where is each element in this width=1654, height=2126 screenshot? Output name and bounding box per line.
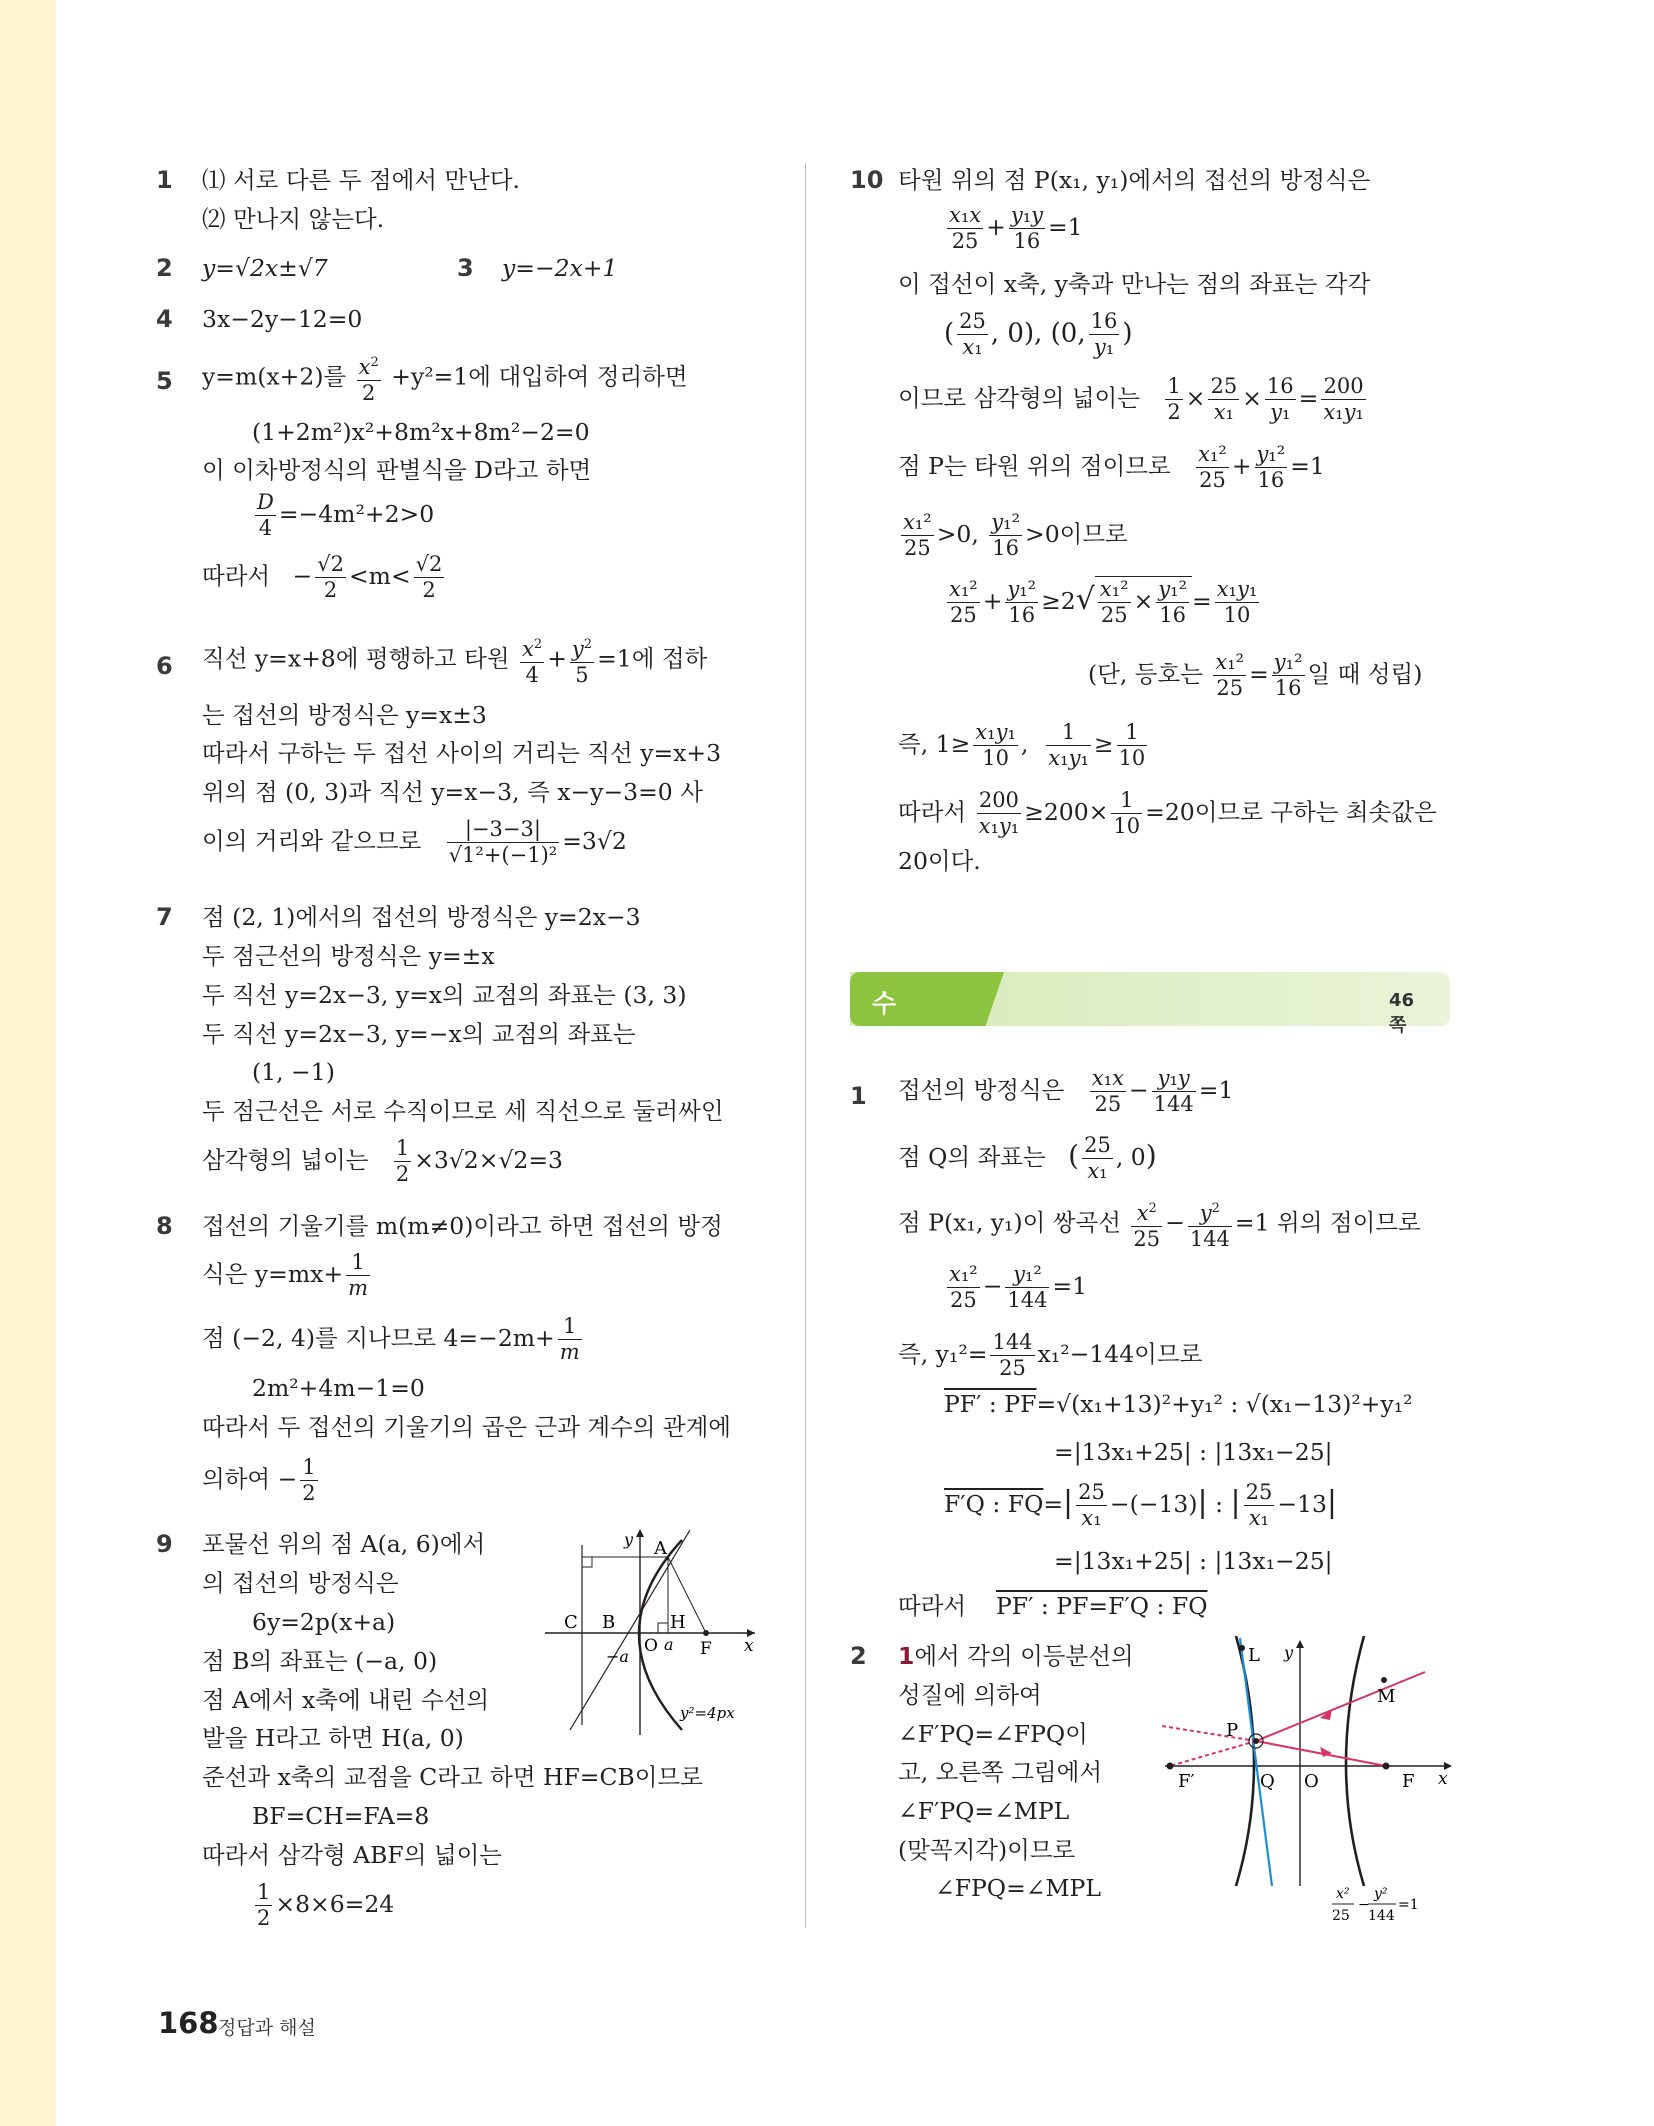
equation: 6y=2p(x+a) [252,1608,396,1636]
text: =1에 접하 [597,644,708,673]
text: =1 [1198,1076,1234,1104]
fraction: $\frac{√2}{2}$ [317,552,344,602]
solution-line: 타원 위의 점 P(x₁, y₁)에서의 접선의 방정식은 [898,166,1371,194]
segment-PFprime [1170,1741,1256,1766]
solution-line: 점 (2, 1)에서의 접선의 방정식은 y=2x−3 [202,903,641,931]
solution-line: 따라서 두 접선의 기울기의 곱은 근과 계수의 관계에 [202,1413,732,1441]
answer-text: ⑵ 만나지 않는다. [202,205,385,233]
text: 이의 거리와 같으므로 [202,827,422,855]
text: >0이므로 [1025,520,1128,548]
label-O: O [1304,1771,1319,1792]
y-axis-arrow [1296,1640,1304,1648]
fraction: $\frac{\text{x₁x}}{25}$ [949,203,982,253]
fraction: $\frac{1}{10}$ [1118,720,1146,770]
solution-line: 성질에 의하여 [898,1681,1042,1709]
fraction: $\frac{144}{25}$ [992,1330,1033,1380]
text: , [1020,730,1029,758]
label-x: x [1438,1769,1448,1789]
text: × [1185,384,1206,412]
focus-point [703,1630,709,1636]
paren: ( [1068,1139,1080,1172]
text: =1 [1290,452,1325,480]
problem-number: 1 [156,166,173,194]
column-divider [805,163,806,1928]
problem-number: 10 [850,166,884,194]
fraction: $\frac{\text{y₁²}}{16}$ [991,510,1021,560]
text: ≥ [1093,730,1114,758]
text: =−4m²+2>0 [278,500,435,528]
solution-line [898,1330,1202,1381]
solution-line: 고, 오른쪽 그림에서 [898,1758,1103,1786]
fraction: $\frac{25}{\text{x₁}}$ [959,309,986,359]
solution-line: 따라서 구하는 두 접선 사이의 거리는 직선 y=x+3 [202,739,722,767]
radical-sign: √ [1075,582,1095,617]
segment-PF [1256,1741,1386,1766]
fraction: $\frac{\text{y₁y}}{144}$ [1153,1066,1194,1116]
fraction: $\frac{\text{x₁x}}{25}$ [1091,1066,1124,1116]
eq-numerator-y: y² [1374,1886,1388,1902]
equation: =|13x₁+25| : |13x₁−25| [1054,1438,1333,1466]
fraction: $\frac{\text{x₁²}}{25}$ [1198,442,1227,492]
problem-number: 2 [156,254,173,282]
fraction: $\frac{\text{x₁²}}{25}$ [949,1262,978,1312]
fraction: $\frac{\text{x₁²}}{25}$ [903,510,932,560]
text: >0, [936,520,979,548]
fraction: $\frac{\text{y₁²}}{16}$ [1273,650,1303,700]
solution-line [898,720,1150,771]
parabola-figure [540,1525,760,1740]
hyperbola-figure [1160,1636,1460,1936]
equation [252,490,434,541]
text: =3√2 [562,827,627,855]
equation: BF=CH=FA=8 [252,1802,430,1830]
solution-line [202,350,688,406]
solution-line: 접선의 방정식은 $\frac{\text{x₁x}}{25}$ − $\frac{\text{y₁y}}{144}$ =1 [898,1066,1234,1116]
text: 직선 y=x+8에 평행하고 타원 [202,644,510,673]
text: +y²=1에 대입하여 정리하면 [391,362,688,391]
radicand: $\frac{\text{x₁²}}{25}$ × $\frac{\text{y₁²}}{16}$ [1095,576,1192,628]
fraction: $\frac{\text{y₁y}}{16}$ [1010,203,1043,253]
solution-line: 20이다. [898,847,981,875]
text: , 0), (0, [990,318,1086,349]
text: y=m(x+2)를 [202,362,347,391]
text: ×3√2×√2=3 [414,1146,564,1174]
solution-line: 의 접선의 방정식은 [202,1569,399,1597]
solution-line: 점 P는 타원 위의 점이므로 $\frac{\text{x₁²}}{25}$ + $\frac{\text{y₁²}}{16}$ =1 [898,442,1325,492]
fraction: $\frac{\text{y₁²}}{16}$ [1256,442,1286,492]
solution-line: 위의 점 (0, 3)과 직선 y=x−3, 즉 x−y−3=0 사 [202,778,703,806]
text: =√(x₁+13)²+y₁² : √(x₁−13)²+y₁² [1036,1390,1413,1418]
solution-line [898,510,1128,561]
label-B: B [602,1612,616,1633]
point-Fprime [1167,1763,1174,1770]
point-L [1239,1645,1245,1651]
equation: $\frac{\text{x₁x}}{25}$ + $\frac{\text{y₁y}}{16}$ =1 [949,203,1083,253]
solution-line [202,1314,585,1365]
text: =1 위의 점이므로 [1234,1208,1421,1237]
parabola-curve [639,1540,682,1730]
equation: =|13x₁+25| : |13x₁−25| [1054,1547,1333,1575]
task-page-ref: 46쪽 [1389,990,1415,1036]
eq-equals: =1 [1398,1897,1419,1913]
text: (단, 등호는 [1088,660,1203,688]
condition-note: (단, 등호는 $\frac{\text{x₁²}}{25}$ = $\frac{\text{y₁²}}{16}$ 일 때 성립) [1088,650,1423,700]
solution-line: 점 Q의 좌표는 ( $\frac{25}{\text{x₁}}$ , 0) [898,1133,1157,1183]
fraction: $\frac{√2}{2}$ [415,552,443,602]
fraction: $\frac{x^2}{4}$ [520,632,544,688]
point-F [1383,1763,1390,1770]
right-angle-mark [658,1623,668,1633]
equation: (1+2m²)x²+8m²x+8m²−2=0 [252,418,590,446]
label-y: y [1284,1643,1294,1662]
problem-number: 9 [156,1530,173,1558]
text: = [1043,1490,1064,1518]
solution-line: 두 점근선은 서로 수직이므로 세 직선으로 둘러싸인 [202,1097,724,1125]
solution-line: 점 P(x₁, y₁)이 쌍곡선 $\frac{x^2}{25}$ − $\frac{y^2}{144}$ =1 위의 점이므로 [898,1196,1421,1252]
text: F′Q : FQ [944,1490,1044,1518]
text: =1 [1052,1272,1088,1300]
eq-minus: − [1358,1897,1370,1913]
text: 점 P(x₁, y₁)이 쌍곡선 [898,1208,1121,1237]
fraction: $\frac{1}{10}$ [1113,788,1141,838]
solution-line [898,1590,1207,1622]
solution-line: 따라서 삼각형 ABF의 넓이는 [202,1841,502,1869]
solution-line: 두 직선 y=2x−3, y=−x의 교점의 좌표는 [202,1020,636,1048]
solution-line: 따라서 − $\frac{√2}{2}$ <m< $\frac{√2}{2}$ [202,552,443,602]
solution-line [202,1250,373,1301]
fraction: $\frac{\text{x₁²}}{25}$ [1099,577,1129,627]
fraction: $\frac{|-3-3|}{\text{√1²+(−1)²}}$ [448,817,558,867]
solution-line: (1, −1) [252,1058,335,1086]
label-O: O [644,1636,658,1656]
problem-number: 3 [457,254,474,282]
text: x₁²−144이므로 [1037,1340,1203,1368]
text: <m< [348,562,411,590]
text: 이므로 삼각형의 넓이는 [898,384,1140,412]
equation: 2m²+4m−1=0 [252,1374,425,1402]
text: =20이므로 구하는 최솟값은 [1145,798,1437,826]
task-title: 수행 과제 [872,989,897,1126]
answer-text: y=−2x+1 [502,254,618,282]
eq-denominator-144: 144 [1368,1908,1395,1924]
text: 의하여 − [202,1465,298,1493]
solution-line: 발을 H라고 하면 H(a, 0) [202,1724,464,1752]
fraction: $\frac{\text{y₁²}}{144}$ [1007,1262,1048,1312]
answer-text: 3x−2y−12=0 [202,305,363,333]
fraction: $\frac{\text{x₁y₁}}{10}$ [1216,577,1258,627]
text: ≥200× [1024,798,1109,826]
abs-bar: | [1063,1485,1074,1520]
solution-line: 직선 y=x+8에 평행하고 타원 $\frac{x^2}{4}$ + $\frac{y^2}{5}$ =1에 접하 [202,632,707,688]
problem-number: 6 [156,652,173,680]
point-M [1381,1677,1387,1683]
solution-line [898,1640,1134,1672]
text: = [1298,384,1319,412]
label-F: F [1402,1771,1415,1792]
text: 즉, y₁²= [898,1340,988,1368]
equation: $\frac{\text{x₁²}}{25}$ − $\frac{\text{y₁²}}{144}$ =1 [949,1262,1088,1312]
fraction: $\frac{1}{2}$ [257,1880,271,1930]
equation: F′Q : FQ=| $\frac{25}{\text{x₁}}$ −(−13)| : | $\frac{25}{\text{x₁}}$ −13| [944,1480,1338,1530]
text: 접선의 방정식은 [898,1076,1065,1104]
fraction: $\frac{25}{\text{x₁}}$ [1210,374,1238,424]
text: 즉, 1≥ [898,730,971,758]
solution-line: 점 A에서 x축에 내린 수선의 [202,1686,490,1714]
label-H: H [670,1612,686,1633]
answer-text: y=√2x±√7 [202,254,328,282]
solution-line: 는 접선의 방정식은 y=x±3 [202,701,487,729]
text: × [1242,384,1262,412]
solution-line: ∠FPQ=∠MPL [935,1874,1101,1902]
extension-line [1162,1726,1256,1741]
fraction: $\frac{1}{2}$ [1167,374,1181,424]
equation [944,309,1132,360]
ray-to-M [1256,1672,1425,1741]
text: 식은 y=mx+ [202,1260,344,1288]
label-Fprime: F′ [1178,1771,1195,1792]
fraction: $\frac{1}{m}$ [348,1250,368,1300]
text: 따라서 [898,1592,967,1620]
fraction: $\frac{\text{y₁²}}{16}$ [1158,577,1187,627]
fraction: $\frac{\text{y₁²}}{16}$ [1007,577,1037,627]
eq-denominator-25: 25 [1332,1908,1350,1924]
fraction: $\frac{\text{x₁²}}{25}$ [949,577,978,627]
fraction: $\frac{200}{\text{x₁y₁}}$ [978,788,1020,838]
fraction: $\frac{y^2}{5}$ [570,632,594,688]
fraction: $\frac{25}{\text{x₁}}$ [1245,1480,1273,1530]
label-M: M [1377,1686,1396,1707]
text: 점 P는 타원 위의 점이므로 [898,452,1171,480]
equation [252,1880,394,1931]
fraction: $\frac{1}{2}$ [395,1136,410,1186]
text: 삼각형의 넓이는 [202,1146,369,1174]
page-number: 168 [158,2006,219,2040]
fraction: $\frac{x^2}{2}$ [357,350,381,406]
eq-numerator-x: x² [1336,1886,1350,1902]
curve-label: y²=4px [680,1704,735,1722]
text: ≥2 [1041,587,1076,615]
margin-strip [0,0,56,2126]
text: 에서 각의 이등분선의 [914,1642,1134,1670]
problem-number: 7 [156,903,173,931]
fraction: $\frac{25}{\text{x₁}}$ [1078,1480,1105,1530]
label-L: L [1248,1645,1260,1666]
fraction: $\frac{1}{m}$ [559,1314,580,1364]
solution-line [202,817,627,868]
point-P [1253,1738,1259,1744]
answer-text: ⑴ 서로 다른 두 점에서 만난다. [202,166,521,194]
solution-line: ∠F′PQ=∠MPL [898,1797,1070,1825]
paren: ) [1145,1139,1157,1172]
fraction: $\frac{\text{x₁²}}{25}$ [1215,650,1245,700]
fraction: $\frac{y^2}{144}$ [1188,1196,1232,1252]
problem-number: 2 [850,1642,867,1670]
abs-bar: | [1197,1485,1208,1520]
label-y: y [624,1530,634,1549]
abs-bar: | [1326,1485,1338,1520]
label-A: A [654,1538,667,1559]
solution-line [202,1455,321,1506]
text: 일 때 성립) [1307,660,1423,688]
right-angle-mark [582,1557,592,1567]
solution-line: (맞꼭지각)이므로 [898,1836,1076,1864]
fraction: $\frac{x^2}{25}$ [1131,1196,1162,1252]
text: ( [944,318,955,349]
text: ×8×6=24 [275,1890,395,1918]
equation [944,1388,1413,1420]
label-P: P [1226,1720,1239,1741]
problem-number: 8 [156,1212,173,1240]
solution-line: 이 이차방정식의 판별식을 D라고 하면 [202,456,592,484]
solution-line [202,1136,563,1187]
fraction: $\frac{200}{\text{x₁y₁}}$ [1323,374,1364,424]
equation: $\frac{\text{x₁²}}{25}$ + $\frac{\text{y₁²}}{16}$ ≥2√ $\frac{\text{x₁²}}{25}$ × $\frac{\text{y₁²}}{16}$ = $\frac{\text{x₁y₁}}{10}$ [949,577,1258,627]
fraction: $\frac{1}{\text{x₁y₁}}$ [1048,720,1089,770]
text: =1 [1047,213,1083,241]
fraction: $\frac{16}{\text{y₁}}$ [1090,309,1118,359]
solution-line [898,374,1369,425]
solution-line: 이 접선이 x축, y축과 만나는 점의 좌표는 각각 [898,270,1371,298]
problem-number: 4 [156,305,173,333]
solution-line: 준선과 x축의 교점을 C라고 하면 HF=CB이므로 [202,1763,703,1791]
fraction: $\frac{1}{2}$ [302,1455,316,1505]
text: PF′ : PF [944,1390,1037,1418]
abs-bar: | [1230,1485,1241,1520]
problem-number: 1 [850,1082,867,1110]
reference-number: 1 [898,1642,915,1670]
curve-equation [1332,1886,1419,1924]
fraction: $\frac{\text{x₁y₁}}{10}$ [975,720,1016,770]
solution-line: 두 직선 y=2x−3, y=x의 교점의 좌표는 (3, 3) [202,981,687,1009]
fraction: $\frac{25}{\text{x₁}}$ [1084,1133,1111,1183]
fraction: $\frac{16}{\text{y₁}}$ [1266,374,1294,424]
solution-line: 점 B의 좌표는 (−a, 0) [202,1647,438,1675]
y-axis-arrow [636,1529,644,1537]
text: 따라서 [202,562,271,590]
solution-line: 접선의 기울기를 m(m≠0)이라고 하면 접선의 방정 [202,1212,723,1240]
fraction: $\frac{D}{4}$ [257,490,274,540]
label-F: F [700,1639,712,1659]
label-a: a [664,1635,674,1654]
label-neg-a: −a [606,1647,629,1666]
text: 따라서 [898,798,967,826]
text: ) [1122,318,1133,349]
text: 점 (−2, 4)를 지나므로 4=−2m+ [202,1324,555,1352]
footer-label: 정답과 해설 [218,2017,316,2039]
text: PF′ : PF=F′Q : FQ [996,1592,1208,1620]
problem-number: 5 [156,367,173,395]
text: 점 Q의 좌표는 [898,1143,1046,1171]
solution-line: ∠F′PQ=∠FPQ이 [898,1720,1088,1748]
solution-line: 두 점근선의 방정식은 y=±x [202,942,495,970]
label-C: C [564,1612,578,1633]
label-Q: Q [1260,1771,1275,1792]
solution-line [898,788,1437,839]
solution-line: 포물선 위의 점 A(a, 6)에서 [202,1530,486,1558]
label-x: x [744,1636,754,1656]
